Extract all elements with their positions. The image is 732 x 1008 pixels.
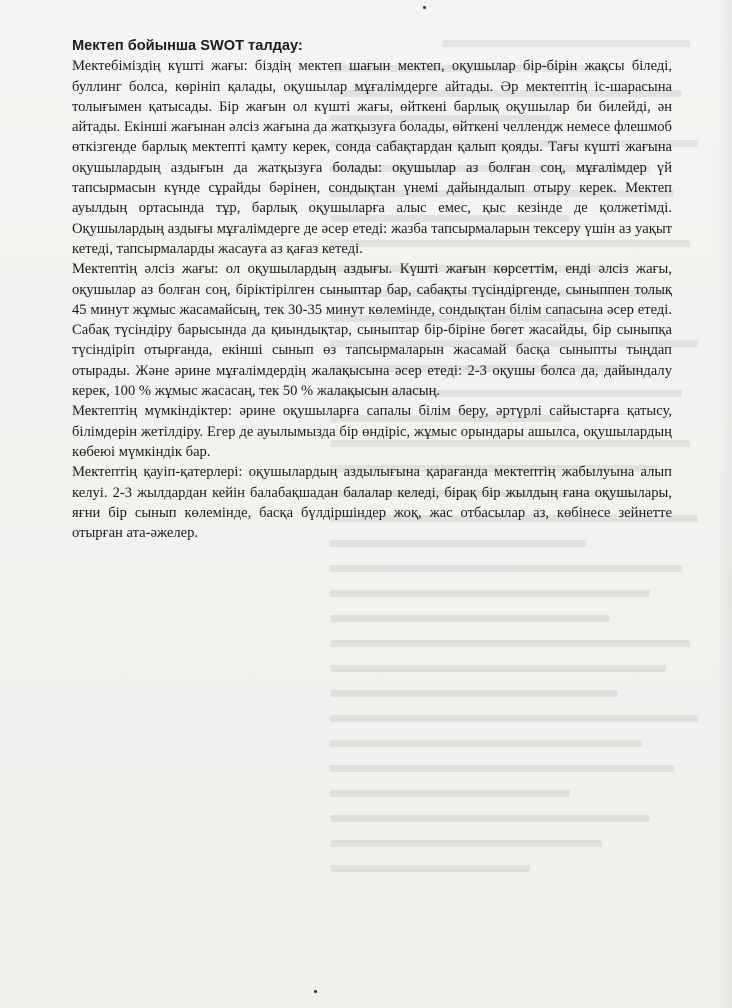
scan-speck [423,6,426,9]
scan-speck [314,990,317,993]
paragraph-weaknesses: Мектептің әлсіз жағы: ол оқушылардың аздығы. Күшті жағын көрсеттім, енді әлсіз жағы, оқушылар аз болған соң, біріктірілген сыныптар бар, сабақты түсіндіргенде, сыныппен толық 45 минут жұмыс жасамайсың, тек 30-35 минут көлемінде, сондықтан білім сапасына әсер етеді. Сабақ түсіндіру барысында да қиындықтар, сыныптар бір-біріне бөгет жасайды, бір сыныпқа түсіндіріп отырғанда, екінші сынып өз тапсырмаларын жасамай басқа сыныпты тыңдап отырады. Және әрине мұғалімдердің жалақысына әсер етеді: 2-3 оқушы болса да, дайындалу керек, 100 % жұмыс жасасаң, тек 50 % жалақысын аласың. [72,261,672,400]
paragraph-opportunities: Мектептің мүмкіндіктер: әрине оқушыларға сапалы білім беру, әртүрлі сайыстарға қатысу, білімдерін жетілдіру. Егер де ауылымызда бір өндіріс, жұмыс орындары ашылса, оқушылардың көбеюі мүмкіндік бар. [72,403,672,460]
paragraph-threats: Мектептің қауіп-қатерлері: оқушылардың аздылығына қарағанда мектептің жабылуына алып келуі. 2-3 жылдардан кейін балабақшадан балалар келеді, бірақ бір жылдың ғана оқушылары, яғни бір сынып көлемінде, басқа бүлдіршіндер жоқ, жас отбасылар аз, көбінесе зейнетте отырған ата-әжелер. [72,464,672,542]
document-body [72,36,672,543]
page-edge-shadow [718,0,732,1008]
paragraph-strengths: Мектебіміздің күшті жағы: біздің мектеп шағын мектеп, оқушылар бір-бірін жақсы біледі, буллинг болса, көрініп қалады, оқушылар мұғалімдерге айтады. Әр мектептің іс-шарасына толығымен қатысады. Бір жағын ол күшті жағы, өйткені барлық оқушылар би билейді, ән айтады. Екінші жағынан әлсіз жағына да жатқызуға болады, өйткені челлендж немесе флешмоб өткізгенде барлық мектепті қамту керек, сонда сабақтардан қалып қояды. Тағы күшті жағына оқушылардың аздығын да жатқызуға болады: оқушылар аз болған соң, мұғалімдер үй тапсырмасын күнде сұрайды бәрінен, сондықтан үнемі дайындалып отыру керек. Мектеп ауылдың ортасында тұр, барлық оқушыларға алыс емес, қыс кезінде де қолжетімді. Оқушылардың аздығы мұғалімдерге де әсер етеді: жазба тапсырмаларын тексеру үшін аз уақыт кетеді, тапсырмаларды жасауға аз қағаз кетеді. [72,58,672,257]
document-title: Мектеп бойынша SWOT талдау: [72,38,303,54]
